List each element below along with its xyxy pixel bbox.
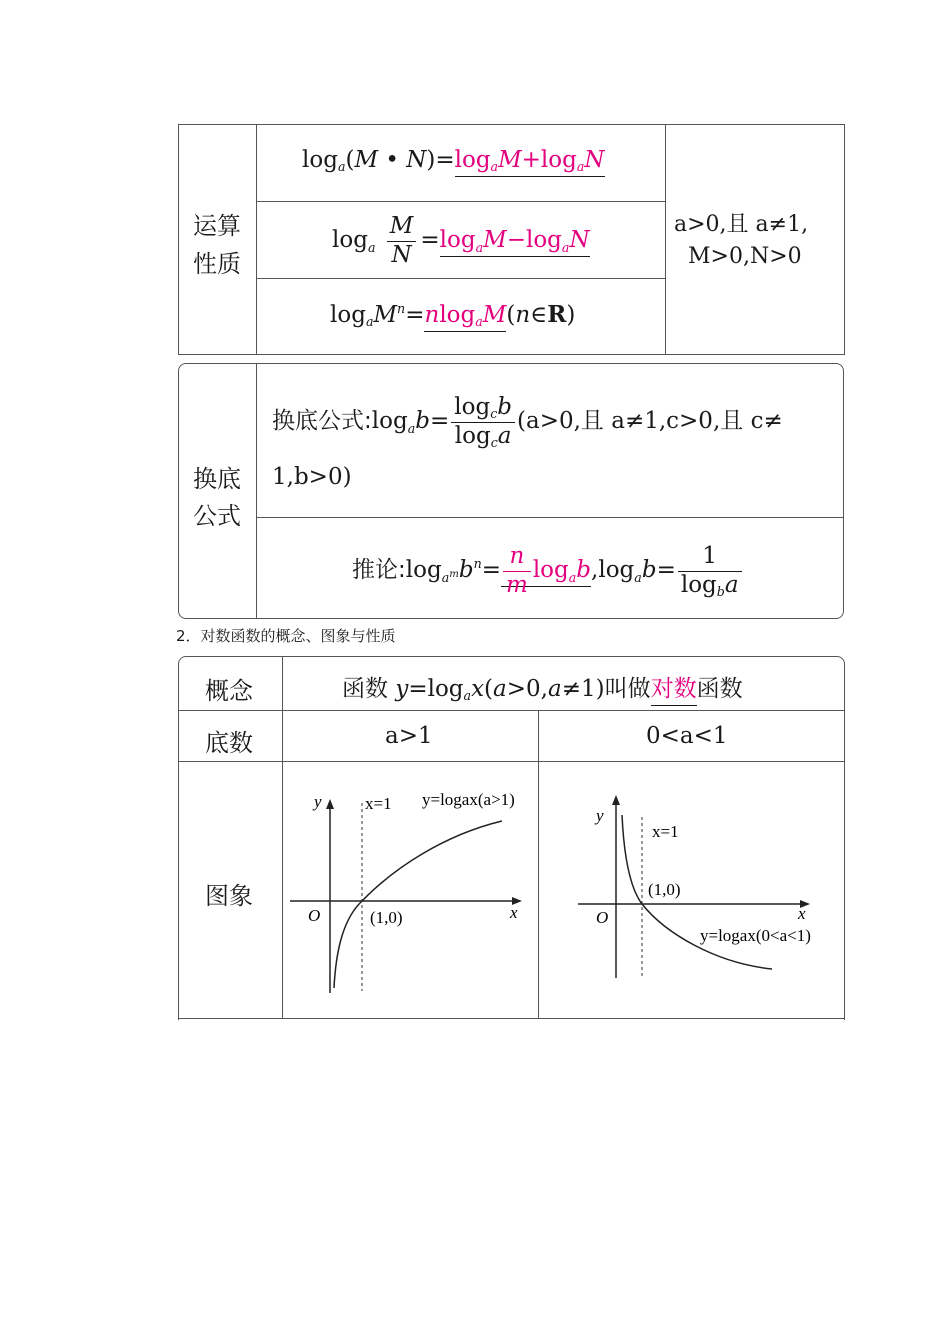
graph-a-lt-1 — [540, 763, 842, 1017]
concept-definition: 函数 y=logax(a>0,a≠1)叫做对数函数 — [342, 670, 743, 703]
change-of-base-formula: 换底公式:logab= $\frac{\text{logcb}}{\text{logca}}$ (a>0,且 a≠1,c>0,且 c≠ — [272, 394, 783, 451]
table1-condition-line2: M>0,N>0 — [688, 244, 802, 269]
table2-label-line2: 公式 — [193, 502, 241, 530]
curve-label: y=logax(0<a<1) — [700, 926, 811, 945]
quotient-rule: loga $\frac{M}{N}$ =logaM−logaN — [332, 213, 590, 268]
point-label: (1,0) — [648, 880, 681, 899]
product-rule-answer: logaM+logaN — [455, 147, 605, 177]
section-heading: 2．对数函数的概念、图象与性质 — [176, 627, 396, 645]
y-axis-arrow — [612, 795, 620, 805]
power-rule-answer: nlogaM — [424, 302, 506, 332]
asymptote-label: x=1 — [365, 794, 392, 813]
table1-label-line2: 性质 — [193, 250, 241, 278]
corollary-answer: $\frac{n}{m}$ logab — [501, 557, 591, 587]
change-of-base-condition-line2: 1,b>0) — [272, 464, 352, 490]
origin-label: O — [596, 908, 609, 927]
y-axis-label: y — [596, 806, 604, 825]
concept-label: 概念 — [205, 677, 253, 705]
corollary-formula: 推论$:\log a^mb^n=$ $\frac{n}{m}$ logab,logab= $\frac{1}{\text{logba}}$ — [352, 543, 744, 599]
log-curve — [622, 815, 772, 969]
quotient-rule-answer: logaM−logaN — [440, 227, 590, 257]
change-of-base-condition-line1: (a>0,且 a≠1,c>0,且 c≠ — [517, 408, 783, 435]
x-axis-label: x — [510, 903, 518, 922]
graph-a-gt-1 — [284, 763, 536, 1017]
base-label: 底数 — [205, 729, 253, 757]
change-of-base-prefix: 换底公式: — [272, 408, 372, 435]
table2-label-line1: 换底 — [193, 465, 241, 493]
power-rule: logaM$^n$=nlogaM(n∈R) — [330, 301, 575, 328]
table1-condition-line1: a>0,且 a≠1, — [674, 212, 809, 237]
origin-label: O — [308, 906, 321, 925]
curve-label: y=logax(a>1) — [422, 790, 515, 809]
product-rule: loga(M • N)=logaM+logaN — [302, 147, 605, 173]
point-label: (1,0) — [370, 908, 403, 927]
x-axis-label: x — [798, 904, 806, 923]
y-axis-label: y — [314, 792, 322, 811]
asymptote-label: x=1 — [652, 822, 679, 841]
table1-label-line1: 运算 — [193, 212, 241, 240]
concept-answer: 对数 — [651, 676, 697, 706]
log-curve — [334, 821, 502, 988]
base-case-a-lt-1: 0<a<1 — [646, 723, 728, 749]
graph-label: 图象 — [205, 882, 253, 910]
corollary-prefix: 推论: — [352, 557, 406, 584]
y-axis-arrow — [326, 799, 334, 809]
base-case-a-gt-1: a>1 — [385, 723, 433, 749]
